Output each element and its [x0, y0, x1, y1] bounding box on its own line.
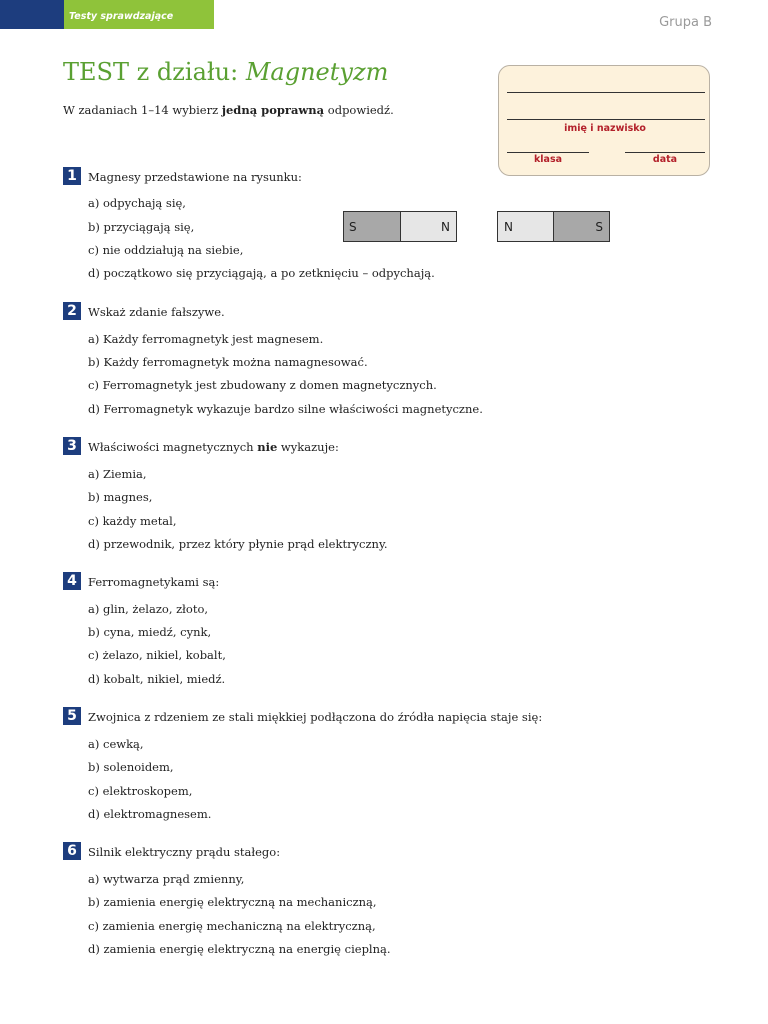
question-number-3: 3: [63, 437, 81, 455]
header-blue-block: [0, 0, 64, 29]
instruction-post: odpowiedź.: [324, 103, 394, 117]
question-text-3: [88, 440, 339, 454]
question-text-5: Zwojnica z rdzeniem ze stali miękkiej podłączona do źródła napięcia staje się:: [88, 710, 543, 724]
section-label: Testy sprawdzające: [69, 11, 174, 22]
group-label: Grupa B: [659, 15, 712, 30]
answer-option-2d[interactable]: d) Ferromagnetyk wykazuje bardzo silne właściwości magnetyczne.: [88, 402, 483, 416]
answer-option-5a[interactable]: a) cewką,: [88, 737, 144, 751]
question-number-6: 6: [63, 842, 81, 860]
question-number-1: 1: [63, 167, 81, 185]
student-info-box: [498, 65, 710, 176]
question-number-2: 2: [63, 302, 81, 320]
question-text-3-bold: nie: [257, 440, 278, 454]
answer-option-6c[interactable]: c) zamienia energię mechaniczną na elektryczną,: [88, 919, 376, 933]
question-number-4: 4: [63, 572, 81, 590]
magnet-left: [343, 211, 457, 242]
answer-option-4c[interactable]: c) żelazo, nikiel, kobalt,: [88, 648, 226, 662]
answer-option-3b[interactable]: b) magnes,: [88, 490, 153, 504]
question-text-6: Silnik elektryczny prądu stałego:: [88, 845, 281, 859]
instruction-bold: jedną poprawną: [221, 103, 325, 117]
instruction: [63, 103, 394, 117]
question-number-5: 5: [63, 707, 81, 725]
date-label: data: [652, 154, 678, 165]
instruction-pre: W zadaniach 1–14 wybierz: [63, 103, 222, 117]
magnet-right-pole-s: S: [554, 212, 609, 241]
answer-option-3c[interactable]: c) każdy metal,: [88, 514, 177, 528]
answer-option-6b[interactable]: b) zamienia energię elektryczną na mechaniczną,: [88, 895, 377, 909]
answer-option-1b[interactable]: b) przyciągają się,: [88, 220, 195, 234]
name-label: imię i nazwisko: [564, 123, 646, 134]
magnet-right-pole-n: N: [498, 212, 554, 241]
magnet-left-pole-s: S: [344, 212, 401, 241]
answer-option-2c[interactable]: c) Ferromagnetyk jest zbudowany z domen magnetycznych.: [88, 378, 437, 392]
answer-option-5b[interactable]: b) solenoidem,: [88, 760, 174, 774]
class-label: klasa: [533, 154, 563, 165]
class-line[interactable]: [507, 152, 589, 153]
page-title: [63, 58, 388, 86]
answer-option-4a[interactable]: a) glin, żelazo, złoto,: [88, 602, 209, 616]
question-text-4: Ferromagnetykami są:: [88, 575, 220, 589]
title-prefix: TEST z działu:: [63, 58, 246, 86]
answer-option-6a[interactable]: a) wytwarza prąd zmienny,: [88, 872, 245, 886]
answer-option-3a[interactable]: a) Ziemia,: [88, 467, 147, 481]
magnet-right: [497, 211, 610, 242]
question-text-3-pre: Właściwości magnetycznych: [88, 440, 258, 454]
answer-option-5d[interactable]: d) elektromagnesem.: [88, 807, 212, 821]
date-line[interactable]: [625, 152, 705, 153]
answer-option-6d[interactable]: d) zamienia energię elektryczną na energię cieplną.: [88, 942, 391, 956]
answer-option-4d[interactable]: d) kobalt, nikiel, miedź.: [88, 672, 226, 686]
answer-option-5c[interactable]: c) elektroskopem,: [88, 784, 193, 798]
answer-option-2b[interactable]: b) Każdy ferromagnetyk można namagnesować.: [88, 355, 368, 369]
title-subject: Magnetyzm: [245, 58, 389, 86]
question-text-2: Wskaż zdanie fałszywe.: [88, 305, 225, 319]
answer-option-4b[interactable]: b) cyna, miedź, cynk,: [88, 625, 212, 639]
name-line-2[interactable]: [507, 119, 705, 120]
answer-option-2a[interactable]: a) Każdy ferromagnetyk jest magnesem.: [88, 332, 324, 346]
answer-option-1a[interactable]: a) odpychają się,: [88, 196, 186, 210]
name-line-1[interactable]: [507, 92, 705, 93]
answer-option-3d[interactable]: d) przewodnik, przez który płynie prąd elektryczny.: [88, 537, 388, 551]
answer-option-1c[interactable]: c) nie oddziałują na siebie,: [88, 243, 244, 257]
answer-option-1d[interactable]: d) początkowo się przyciągają, a po zetknięciu – odpychają.: [88, 266, 435, 280]
question-text-1: Magnesy przedstawione na rysunku:: [88, 170, 302, 184]
magnet-left-pole-n: N: [401, 212, 456, 241]
question-text-3-post: wykazuje:: [277, 440, 339, 454]
